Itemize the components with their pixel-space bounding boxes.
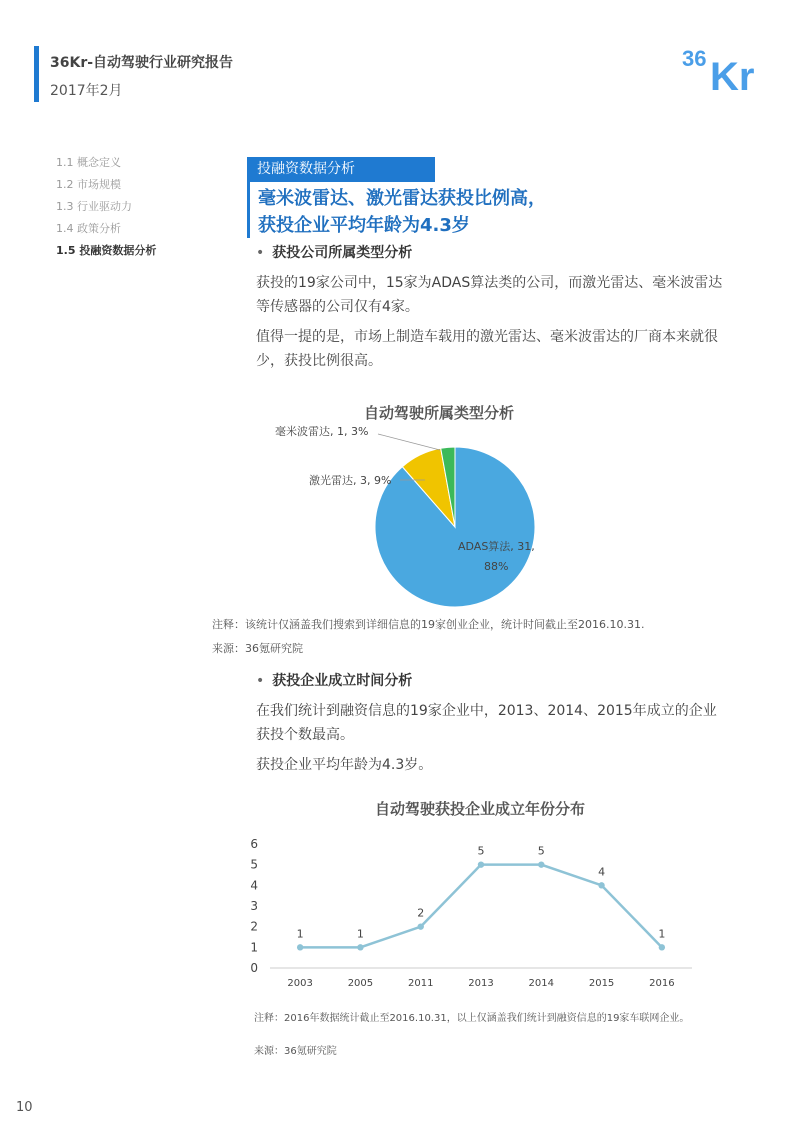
series-point — [297, 944, 303, 950]
nav-item-concept[interactable]: 1.1 概念定义 — [56, 156, 121, 169]
x-tick-label: 2011 — [407, 978, 434, 989]
series-point — [598, 882, 604, 888]
pie-label-lidar: 激光雷达, 3, 9% — [309, 474, 392, 487]
nav-item-drivers[interactable]: 1.3 行业驱动力 — [56, 200, 132, 213]
pie-leader-line-mmw — [378, 434, 440, 450]
bullet-founding-year — [256, 670, 412, 690]
y-tick-label: 0 — [250, 961, 258, 975]
x-tick-label: 2015 — [588, 978, 615, 989]
nav-item-investment[interactable]: 1.5 投融资数据分析 — [56, 244, 157, 257]
headline-line-1: 毫米波雷达、激光雷达获投比例高， — [258, 188, 546, 209]
y-tick-label: 2 — [250, 919, 258, 934]
series-line — [300, 865, 662, 948]
bullet-company-type-text: 获投公司所属类型分析 — [272, 245, 413, 261]
page-number: 10 — [16, 1100, 33, 1115]
headline-line-2: 获投企业平均年龄为4.3岁 — [258, 215, 470, 236]
x-tick-label: 2014 — [528, 978, 555, 989]
paragraph-founding-year-1: 在我们统计到融资信息的19家企业中，2013、2014、2015年成立的企业获投个数最高。 — [256, 703, 717, 743]
pie-chart — [260, 420, 580, 615]
data-label: 1 — [296, 927, 304, 941]
bullet-dot: • — [256, 673, 265, 689]
pie-label-adas: ADAS算法, 31, — [458, 540, 535, 553]
series-point — [659, 944, 665, 950]
data-label: 5 — [477, 844, 485, 858]
logo-kr: Kr — [710, 55, 755, 96]
series-point — [357, 944, 363, 950]
series-point — [418, 923, 424, 929]
line-note: 注释：2016年数据统计截止至2016.10.31，以上仅涵盖我们统计到融资信息的19家车联网企业。 — [254, 1013, 690, 1024]
bullet-dot: • — [256, 245, 265, 261]
section-tag-line — [247, 182, 250, 238]
pie-label-mmw-radar: 毫米波雷达, 1, 3% — [275, 425, 369, 438]
nav-item-policy[interactable]: 1.4 政策分析 — [56, 222, 121, 235]
y-tick-label: 5 — [250, 857, 258, 872]
paragraph-company-type-2: 值得一提的是，市场上制造车载用的激光雷达、毫米波雷达的厂商本来就很少，获投比例很高。 — [256, 329, 718, 369]
line-chart-title: 自动驾驶获投企业成立年份分布 — [375, 800, 586, 818]
data-label: 1 — [658, 927, 666, 941]
x-tick-label: 2003 — [287, 978, 313, 989]
section-headline — [258, 185, 546, 239]
bullet-company-type — [256, 242, 412, 262]
data-label: 1 — [356, 927, 364, 941]
series-point — [478, 861, 484, 867]
data-label: 5 — [537, 844, 545, 858]
pie-chart-title: 自动驾驶所属类型分析 — [364, 404, 515, 422]
data-label: 2 — [417, 906, 425, 920]
y-tick-label: 4 — [250, 878, 258, 893]
report-title: 36Kr-自动驾驶行业研究报告 — [50, 55, 234, 71]
bullet-founding-year-text: 获投企业成立时间分析 — [272, 673, 413, 689]
x-tick-label: 2013 — [468, 978, 494, 989]
x-tick-label: 2005 — [347, 978, 374, 989]
logo-36kr — [680, 42, 766, 96]
y-tick-label: 3 — [250, 899, 258, 913]
y-tick-label: 1 — [250, 940, 258, 955]
data-label: 4 — [598, 865, 606, 879]
header-accent-bar — [34, 46, 39, 102]
line-source: 来源：36氪研究院 — [254, 1046, 337, 1057]
section-nav — [56, 156, 236, 266]
report-date: 2017年2月 — [50, 83, 123, 99]
paragraph-founding-year-2: 获投企业平均年龄为4.3岁。 — [256, 757, 433, 773]
paragraph-company-type-1: 获投的19家公司中，15家为ADAS算法类的公司，而激光雷达、毫米波雷达等传感器的公司仅有4家。 — [256, 275, 723, 315]
nav-item-market-size[interactable]: 1.2 市场规模 — [56, 178, 121, 191]
logo-36: 36 — [682, 46, 707, 71]
section-tag: 投融资数据分析 — [247, 157, 435, 182]
y-tick-label: 6 — [250, 837, 258, 851]
pie-source: 来源：36氪研究院 — [212, 642, 303, 655]
x-tick-label: 2016 — [649, 978, 675, 989]
line-chart — [240, 830, 700, 995]
series-point — [538, 861, 544, 867]
pie-note: 注释：该统计仅涵盖我们搜索到详细信息的19家创业企业，统计时间截止至2016.10.31. — [212, 618, 645, 631]
pie-label-adas-percent: 88% — [484, 560, 509, 573]
